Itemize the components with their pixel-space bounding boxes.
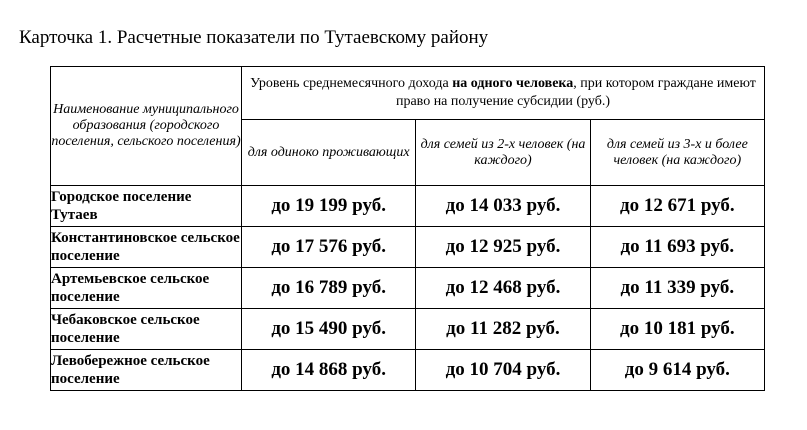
income-value: до 14 868 руб. (242, 350, 416, 391)
subsidy-table (50, 66, 765, 391)
income-value: до 12 468 руб. (416, 268, 590, 309)
table-row (51, 268, 765, 309)
income-value: до 12 925 руб. (416, 227, 590, 268)
table-row (51, 350, 765, 391)
municipality-name: Артемьевское сельское поселение (51, 268, 242, 309)
column-header-single: для одиноко проживающих (242, 120, 416, 186)
municipality-name: Городское поселение Тутаев (51, 186, 242, 227)
income-value: до 12 671 руб. (590, 186, 764, 227)
income-value: до 15 490 руб. (242, 309, 416, 350)
income-value: до 11 339 руб. (590, 268, 764, 309)
column-header-three-plus: для семей из 3-х и более человек (на каждого) (590, 120, 764, 186)
municipality-name: Чебаковское сельское поселение (51, 309, 242, 350)
table-row (51, 227, 765, 268)
income-value: до 16 789 руб. (242, 268, 416, 309)
income-value: до 10 181 руб. (590, 309, 764, 350)
municipality-name: Левобережное сельское поселение (51, 350, 242, 391)
column-header-two-person: для семей из 2-х человек (на каждого) (416, 120, 590, 186)
income-value: до 10 704 руб. (416, 350, 590, 391)
table-row (51, 309, 765, 350)
income-value: до 19 199 руб. (242, 186, 416, 227)
income-value: до 11 282 руб. (416, 309, 590, 350)
table-header-row (51, 67, 765, 120)
income-level-header (242, 67, 765, 120)
income-value: до 9 614 руб. (590, 350, 764, 391)
municipality-name: Константиновское сельское поселение (51, 227, 242, 268)
page-title: Карточка 1. Расчетные показатели по Тутаевскому району (19, 27, 489, 48)
table-row (51, 186, 765, 227)
income-header-suffix: , при котором граждане имеют право на получение субсидии (руб.) (395, 76, 756, 110)
income-value: до 14 033 руб. (416, 186, 590, 227)
income-value: до 17 576 руб. (242, 227, 416, 268)
income-header-bold: на одного человека (452, 76, 574, 92)
income-value: до 11 693 руб. (590, 227, 764, 268)
income-header-prefix: Уровень среднемесячного дохода (250, 76, 453, 92)
municipality-column-header: Наименование муниципального образования (городского поселения, сельского поселения) (51, 67, 242, 186)
